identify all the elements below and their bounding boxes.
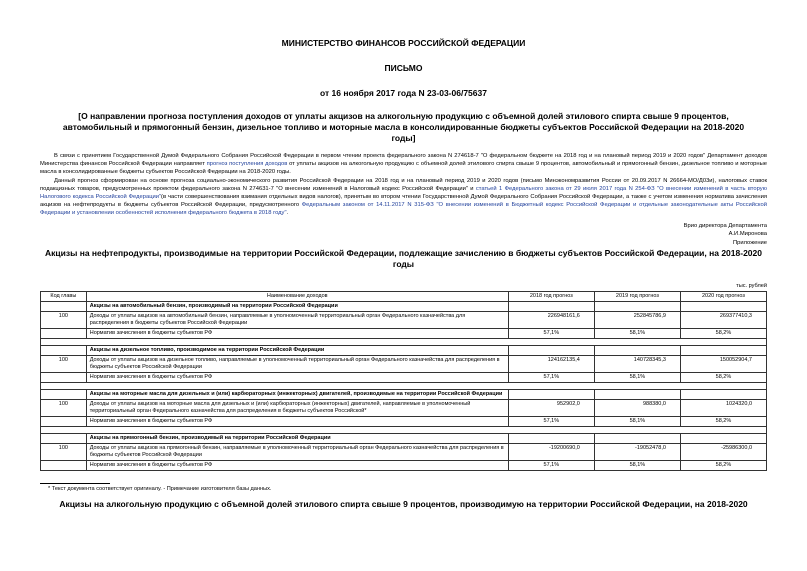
norm-2020: 58,2% (680, 417, 766, 427)
value-2018: 226948161,6 (508, 312, 594, 329)
value-2019: -19052478,0 (594, 444, 680, 461)
next-annex-title: Акцизы на алкогольную продукцию с объемной долей этилового спирта свыше 9 процентов, производимую на территории Российской Федерации, на 2018-2020 (59, 499, 748, 510)
section-title: Акцизы на автомобильный бензин, производимый на территории Российской Федерации (86, 302, 508, 312)
value-2020: -25986300,0 (680, 444, 766, 461)
col-header-2020: 2020 год прогноз (680, 292, 766, 302)
table-row (41, 444, 767, 461)
section-title: Акцизы на прямогонный бензин, производимый на территории Российской Федерации (86, 434, 508, 444)
col-header-name: Наименование доходов (86, 292, 508, 302)
norm-2019: 58,1% (594, 461, 680, 471)
norm-label: Норматив зачисления в бюджеты субъектов РФ (86, 417, 508, 427)
norm-2018: 57,1% (508, 373, 594, 383)
ministry-heading: МИНИСТЕРСТВО ФИНАНСОВ РОССИЙСКОЙ ФЕДЕРАЦИИ (281, 38, 526, 48)
document-date-number: от 16 ноября 2017 года N 23-03-06/75637 (320, 88, 487, 98)
norm-2018: 57,1% (508, 417, 594, 427)
section-title: Акцизы на моторные масла для дизельных и (или) карбюраторных (инжекторных) двигателей, производимые на территории Российской Федерации (86, 390, 508, 400)
income-name-cell: Доходы от уплаты акцизов на дизельное топливо, направляемые в уполномоченный территориальный орган Федерального казначейства для распределения в бюджеты субъектов Российской Федерации (86, 356, 508, 373)
code-cell: 100 (41, 356, 87, 373)
norm-2018: 57,1% (508, 461, 594, 471)
section-spacer (41, 339, 767, 346)
value-2019: 252845786,9 (594, 312, 680, 329)
norm-2020: 58,2% (680, 373, 766, 383)
income-name-cell: Доходы от уплаты акцизов на прямогонный бензин, направляемые в уполномоченный территориальный орган Федерального казначейства для распределения в бюджеты субъектов Российской Федерации (86, 444, 508, 461)
norm-label: Норматив зачисления в бюджеты субъектов РФ (86, 461, 508, 471)
section-row (41, 390, 767, 400)
section-spacer (41, 427, 767, 434)
annex-title: Акцизы на нефтепродукты, производимые на территории Российской Федерации, подлежащие зачислению в бюджеты субъектов Российской Федерации, на 2018-2020 годы (45, 248, 762, 270)
income-name-cell: Доходы от уплаты акцизов на моторные масла для дизельных и (или) карбюраторных (инжекторных) двигателей, направляемые в уполномоченный территориальный орган Федерального казначейства для распределения в бюджеты субъектов Российской* (86, 400, 508, 417)
table-header-row (41, 292, 767, 302)
letter-body (40, 152, 767, 218)
paragraph-2: Данный прогноз сформирован на основе прогноза социально-экономического развития Российской Федерации на 2018 год и на плановый период 2019 и 2020 годов (письмо Минэкономразвития России от 20.09.2017 N 26664-МО/Д03и), налоговых ставок подакцизных товаров, предусмотренных проектом федерального закона N 274631-7 "О внесении изменений в Налоговый кодекс Российской Федерации" и статьей 1 Федерального закона от 29 июля 2017 года N 254-ФЗ "О внесении изменений в часть вторую Налогового кодекса Российской Федерации"(в части совершенствования взимания отдельных видов налогов), принятым во втором чтении Государственной Думой Федерального Собрания Российской Федерации, а также с учетом изменения норматива зачисления акцизов на нефтепродукты в бюджеты субъектов Российской Федерации, предусмотренного Федеральным законом от 14.11.2017 N 315-ФЗ "О внесении изменений в Бюджетный кодекс Российской Федерации и отдельные законодательные акты Российской Федерации и установлении особенностей исполнения федерального бюджета в 2018 году". (40, 177, 767, 217)
value-2020: 1024320,0 (680, 400, 766, 417)
table-row (41, 400, 767, 417)
table-row (41, 312, 767, 329)
document-subject: [О направлении прогноза поступления доходов от уплаты акцизов на алкогольную продукцию с объемной долей этилового спирта свыше 9 процентов, автомобильный и прямогонный бензин, дизельное топливо и моторные масла в консолидированные бюджеты субъектов Российской Федерации на 2018-2020 годы] (62, 111, 745, 143)
section-title: Акцизы на дизельное топливо, производимое на территории Российской Федерации (86, 346, 508, 356)
signer-name: А.И.Миронова (728, 231, 767, 238)
norm-label: Норматив зачисления в бюджеты субъектов РФ (86, 329, 508, 339)
norm-label: Норматив зачисления в бюджеты субъектов РФ (86, 373, 508, 383)
table-row (41, 356, 767, 373)
norm-row (41, 417, 767, 427)
section-row (41, 346, 767, 356)
code-cell: 100 (41, 444, 87, 461)
col-header-2018: 2018 год прогноз (508, 292, 594, 302)
code-cell: 100 (41, 400, 87, 417)
footnote: * Текст документа соответствует оригиналу. - Примечание изготовителя базы данных. (48, 486, 272, 493)
table-body (41, 302, 767, 471)
col-header-2019: 2019 год прогноз (594, 292, 680, 302)
norm-2019: 58,1% (594, 373, 680, 383)
footnote-divider (40, 483, 110, 484)
col-header-code: Код главы (41, 292, 87, 302)
norm-2020: 58,2% (680, 329, 766, 339)
norm-2018: 57,1% (508, 329, 594, 339)
section-row (41, 434, 767, 444)
law-254-link[interactable]: статьей 1 Федерального закона от 29 июля 2017 года N 254-ФЗ "О внесении изменений в часть вторую Налогового кодекса Российской Федерации" (40, 185, 767, 201)
section-spacer (41, 383, 767, 390)
value-2018: 952902,0 (508, 400, 594, 417)
paragraph-1: В связи с принятием Государственной Думой Федерального Собрания Российской Федерации в первом чтении проекта федерального закона N 274618-7 "О федеральном бюджете на 2018 год и на плановый период 2019 и 2020 годов" Департамент доходов Министерства финансов Российской Федерации направляет прогноз поступления доходов от уплаты акцизов на алкогольную продукцию с объемной долей этилового спирта свыше 9 процентов, автомобильный и прямогонный бензин, дизельное топливо и моторные масла в консолидированные бюджеты субъектов Российской Федерации на 2018-2020 годы. (40, 153, 767, 176)
signer-position: Врио директора Департамента (683, 222, 767, 229)
section-row (41, 302, 767, 312)
norm-2019: 58,1% (594, 329, 680, 339)
value-2019: 988380,0 (594, 400, 680, 417)
norm-2020: 58,2% (680, 461, 766, 471)
law-315-link[interactable]: Федеральным законом от 14.11.2017 N 315-ФЗ "О внесении изменений в Бюджетный кодекс Российской Федерации и отдельные законодательные акты Российской Федерации и установлении особенностей исполнения федерального бюджета в 2018 году" (40, 202, 767, 217)
code-cell: 100 (41, 312, 87, 329)
norm-row (41, 373, 767, 383)
units-label: тыс. рублей (736, 283, 767, 290)
norm-row (41, 329, 767, 339)
norm-2019: 58,1% (594, 417, 680, 427)
income-name-cell: Доходы от уплаты акцизов на автомобильный бензин, направляемые в уполномоченный территориальный орган Федерального казначейства для распределения в бюджеты субъектов Российской Федерации (86, 312, 508, 329)
annex-label: Приложение (732, 239, 767, 246)
value-2020: 269377410,3 (680, 312, 766, 329)
value-2019: 140728345,3 (594, 356, 680, 373)
forecast-table (40, 291, 767, 471)
value-2018: 124162135,4 (508, 356, 594, 373)
value-2018: -19200690,0 (508, 444, 594, 461)
document-type: ПИСЬМО (384, 63, 423, 73)
signature-block (40, 222, 767, 248)
forecast-link[interactable]: прогноз поступления доходов (206, 161, 288, 168)
norm-row (41, 461, 767, 471)
value-2020: 150052904,7 (680, 356, 766, 373)
